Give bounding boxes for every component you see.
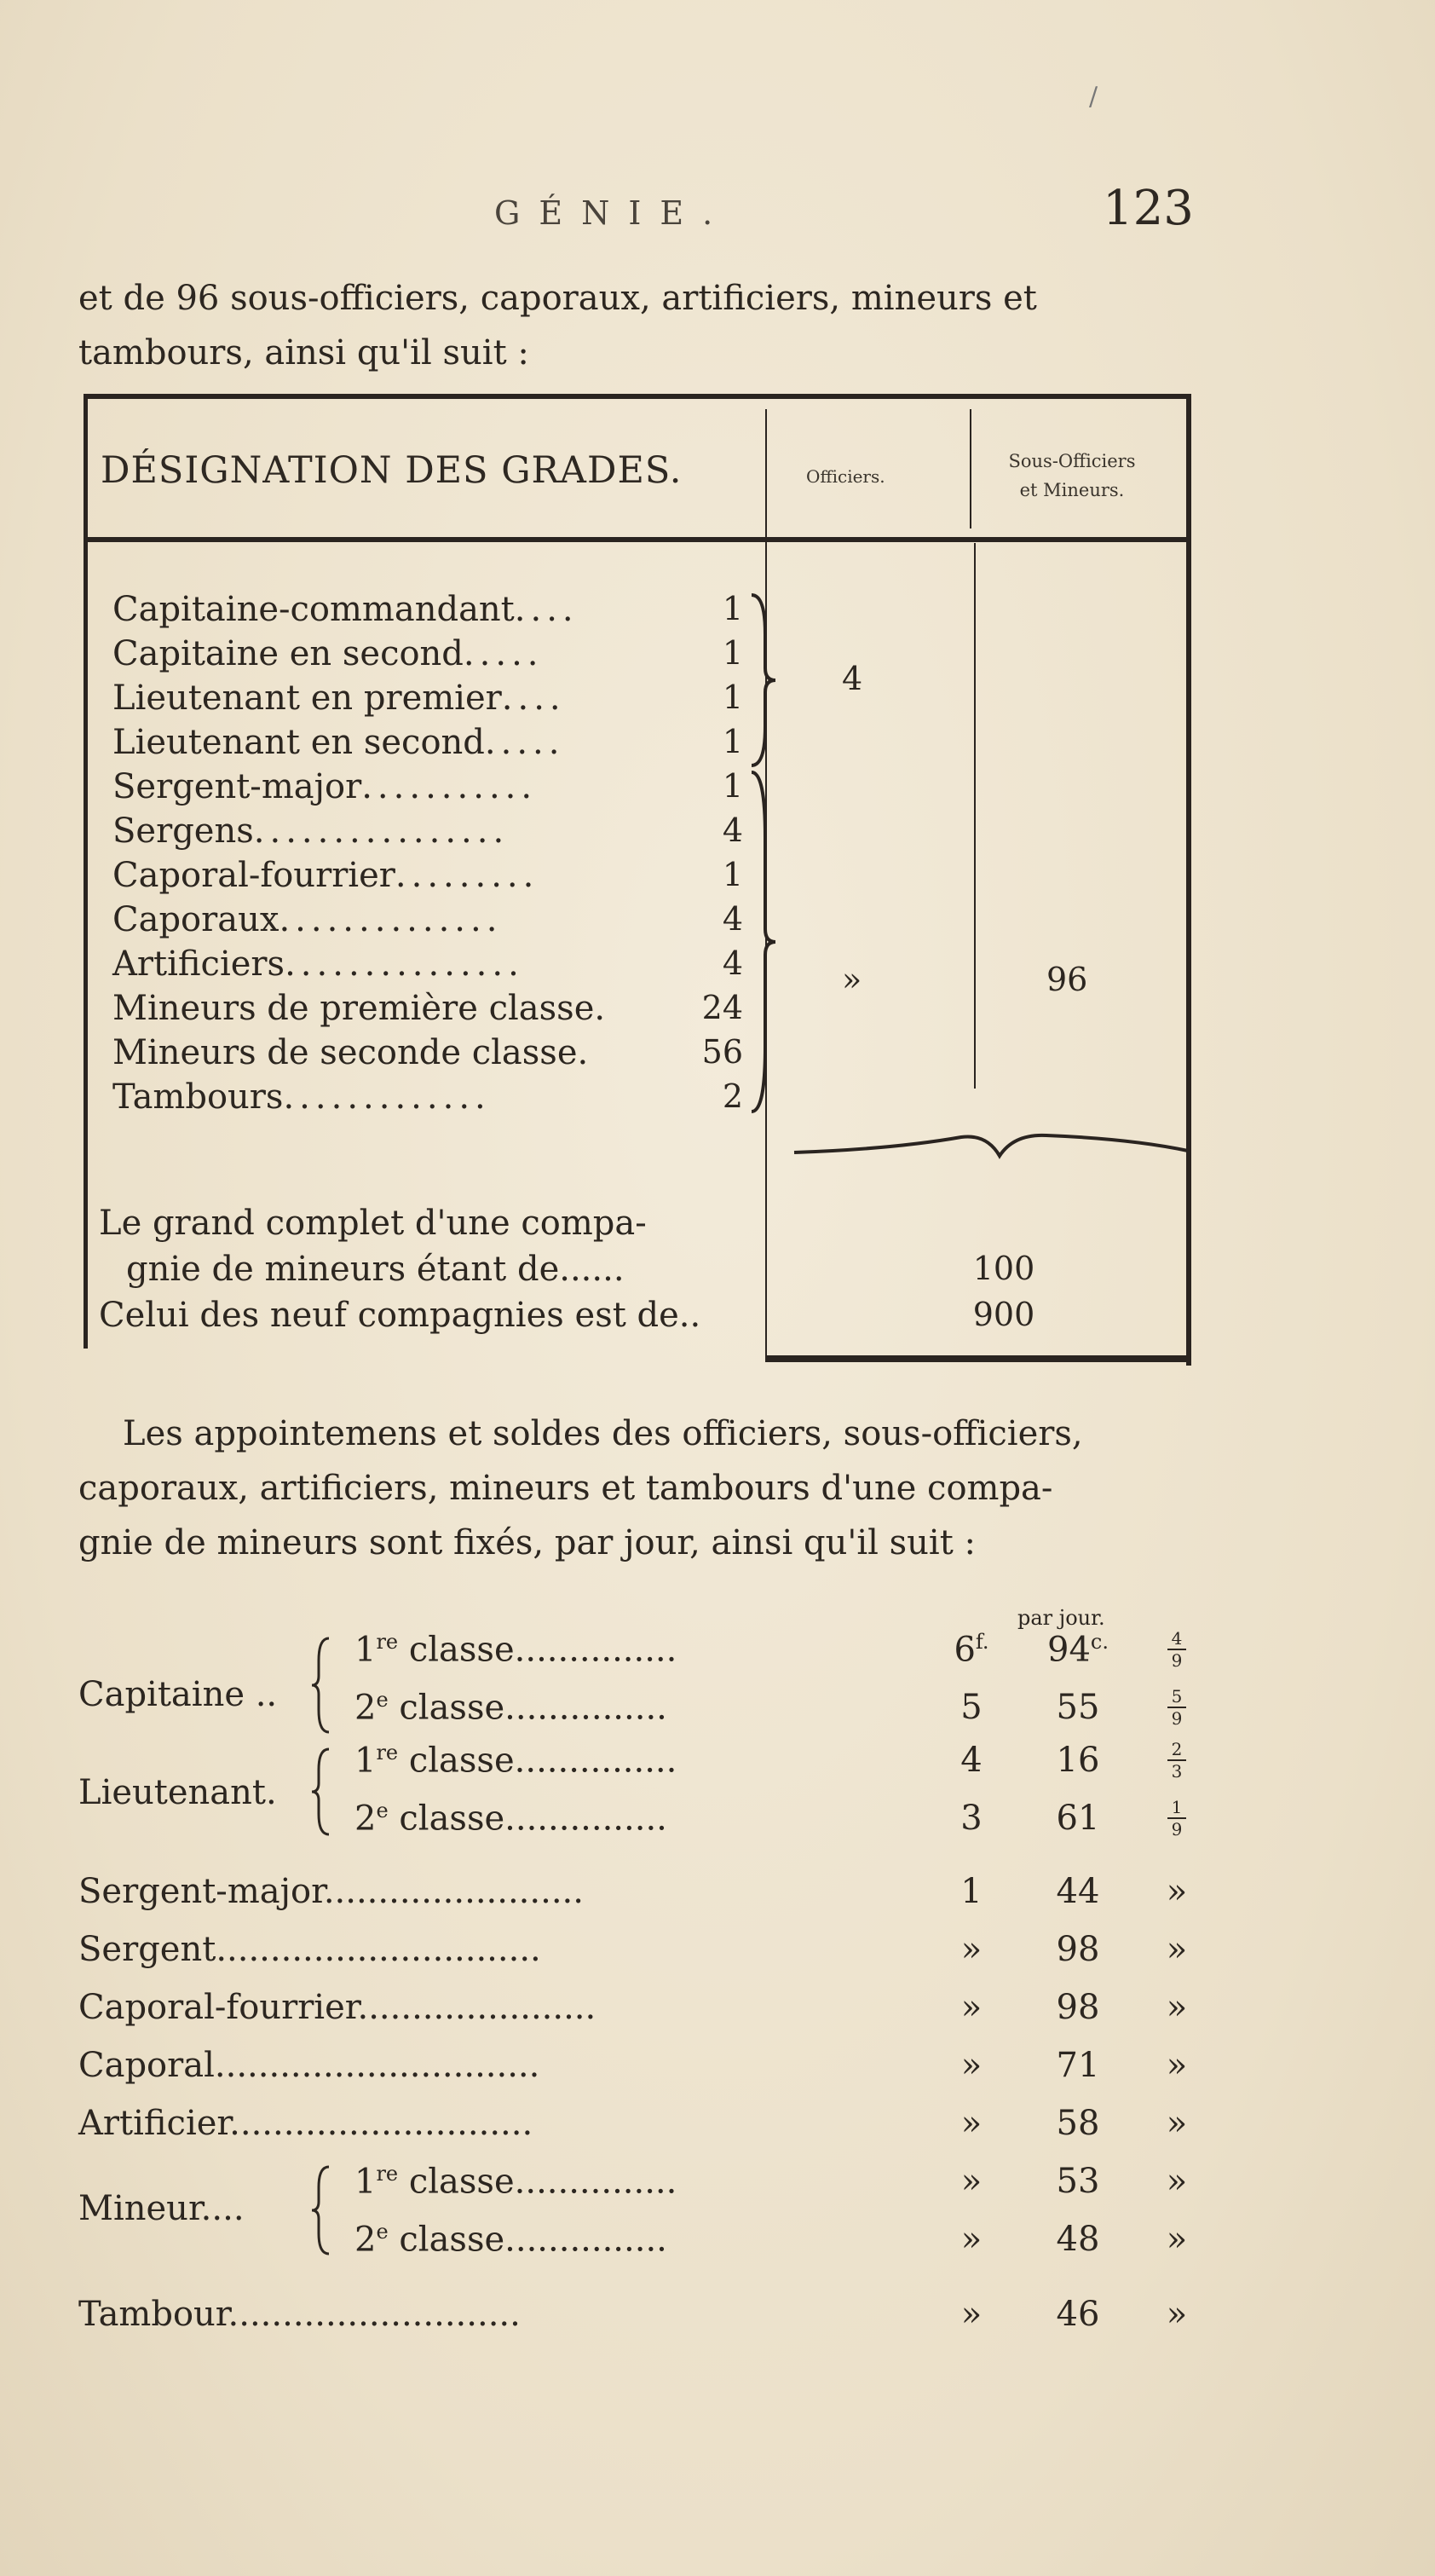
pay-francs: » xyxy=(960,1930,983,1969)
pay-francs: » xyxy=(960,2046,983,2085)
pay-cents: 58 xyxy=(1056,2104,1100,2143)
intro-line: et de 96 sous-officiers, caporaux, artificiers, mineurs et xyxy=(78,279,1037,318)
pay-francs: » xyxy=(960,2295,983,2334)
pay-francs: $6^{f.}$ xyxy=(954,1630,989,1670)
officers-brace xyxy=(746,592,781,769)
pay-row-tambour: Tambour........................... xyxy=(78,2295,521,2334)
pay-francs: » xyxy=(960,2104,983,2143)
pay-cents: 71 xyxy=(1056,2046,1100,2085)
rank-count: 1 xyxy=(722,723,743,760)
rank-row: Mineurs de seconde classe. xyxy=(112,1033,594,1072)
rank-row: Capitaine en second..... xyxy=(112,634,544,673)
rank-count: 1 xyxy=(722,767,743,805)
rank-row: Mineurs de première classe. xyxy=(112,989,611,1028)
header-rule xyxy=(84,537,1191,542)
intro-paragraph xyxy=(78,271,1203,380)
pay-cents: 48 xyxy=(1056,2220,1100,2259)
sous-officiers-header xyxy=(974,447,1170,505)
lieutenant-brace xyxy=(308,1746,334,1838)
pay-group-label-mineur: Mineur.... xyxy=(78,2189,245,2228)
pay-fraction: » xyxy=(1166,2104,1188,2143)
pay-row-single: Artificier............................ xyxy=(78,2104,533,2143)
margin-mark: / xyxy=(1089,82,1098,112)
rank-row: Caporaux.............. xyxy=(112,900,503,939)
pay-francs: 1 xyxy=(960,1872,983,1911)
col-separator-2 xyxy=(970,409,971,528)
officers-total: 4 xyxy=(842,660,863,697)
pay-intro-line: Les appointemens et soldes des officiers, sous-officiers, xyxy=(123,1414,1083,1453)
pay-fraction: » xyxy=(1166,2295,1188,2334)
pay-group-label-lieutenant: Lieutenant. xyxy=(78,1773,277,1812)
pay-francs: 4 xyxy=(960,1741,983,1780)
summary-value-nine-companies: 900 xyxy=(972,1296,1035,1333)
officers-none: » xyxy=(842,961,862,998)
pay-cents: $94^{c.}$ xyxy=(1047,1630,1109,1670)
pay-fraction: » xyxy=(1166,2220,1188,2259)
pay-francs: » xyxy=(960,2162,983,2201)
pay-cents: 98 xyxy=(1056,1930,1100,1969)
rank-count: 24 xyxy=(701,989,743,1026)
pay-intro-line: caporaux, artificiers, mineurs et tambours d'une compa- xyxy=(78,1469,1053,1508)
total-bracket xyxy=(791,1127,1191,1161)
pay-francs: 5 xyxy=(960,1688,983,1727)
rank-count: 56 xyxy=(701,1033,743,1071)
pay-row-single: Caporal-fourrier...................... xyxy=(78,1988,596,2027)
pay-row-capitaine-2: 2e classe............... xyxy=(354,1688,667,1728)
rank-row: Lieutenant en premier.... xyxy=(112,679,566,718)
pay-cents: 44 xyxy=(1056,1872,1100,1911)
pay-cents: 98 xyxy=(1056,1988,1100,2027)
pay-fraction: 5 9 xyxy=(1164,1688,1190,1727)
pay-francs: » xyxy=(960,2220,983,2259)
rank-row: Tambours............. xyxy=(112,1077,491,1117)
pay-row-lieutenant-1: 1re classe............... xyxy=(354,1741,677,1781)
pay-fraction: » xyxy=(1166,2046,1188,2085)
rank-count: 2 xyxy=(722,1077,743,1115)
pay-fraction: 1 9 xyxy=(1164,1799,1190,1838)
sous-officiers-header-l2: et Mineurs. xyxy=(1019,480,1125,500)
designation-header: DÉSIGNATION DES GRADES. xyxy=(101,449,683,492)
rank-count: 4 xyxy=(722,811,743,849)
summary-label-1b: gnie de mineurs étant de...... xyxy=(126,1250,625,1289)
pay-fraction: » xyxy=(1166,1930,1188,1969)
sous-officiers-total: 96 xyxy=(1046,961,1088,998)
sous-officiers-brace xyxy=(746,769,781,1115)
rank-count: 1 xyxy=(722,634,743,672)
running-title: GÉNIE. xyxy=(494,194,732,232)
pay-cents: 16 xyxy=(1056,1741,1100,1780)
pay-intro-line: gnie de mineurs sont fixés, par jour, ainsi qu'il suit : xyxy=(78,1523,976,1562)
rank-count: 1 xyxy=(722,856,743,893)
pay-row-lieutenant-2: 2e classe............... xyxy=(354,1799,667,1839)
par-jour-heading: par jour. xyxy=(1017,1606,1105,1630)
rank-row: Caporal-fourrier......... xyxy=(112,856,539,895)
pay-group-label-capitaine: Capitaine .. xyxy=(78,1675,278,1714)
pay-row-mineur-1: 1re classe............... xyxy=(354,2162,677,2202)
rank-row: Artificiers............... xyxy=(112,944,524,984)
rank-count: 1 xyxy=(722,590,743,627)
pay-row-capitaine-1: 1re classe............... xyxy=(354,1630,677,1670)
rank-count: 1 xyxy=(722,679,743,716)
rank-count: 4 xyxy=(722,900,743,938)
rank-row: Capitaine-commandant.... xyxy=(112,590,579,629)
pay-fraction: 4 9 xyxy=(1164,1630,1190,1669)
rank-count: 4 xyxy=(722,944,743,982)
pay-fraction: » xyxy=(1166,1988,1188,2027)
page-number: 123 xyxy=(1103,181,1194,236)
pay-fraction: » xyxy=(1166,2162,1188,2201)
table-top-rule xyxy=(84,394,1191,399)
summary-label-1a: Le grand complet d'une compa- xyxy=(99,1204,647,1243)
table-bottom-rule xyxy=(765,1355,1191,1362)
pay-francs: 3 xyxy=(960,1799,983,1838)
summary-label-2: Celui des neuf compagnies est de.. xyxy=(99,1296,701,1335)
mineur-brace xyxy=(308,2163,334,2257)
rank-row: Sergent-major........... xyxy=(112,767,538,806)
rank-row: Sergens................ xyxy=(112,811,510,851)
officiers-header: Officiers. xyxy=(806,466,885,487)
rank-row: Lieutenant en second..... xyxy=(112,723,565,762)
summary-value-company: 100 xyxy=(972,1250,1035,1287)
intro-line: tambours, ainsi qu'il suit : xyxy=(78,333,529,373)
pay-row-single: Sergent-major........................ xyxy=(78,1872,584,1911)
pay-francs: » xyxy=(960,1988,983,2027)
sous-officiers-header-l1: Sous-Officiers xyxy=(1008,451,1136,471)
pay-fraction: 2 3 xyxy=(1164,1741,1190,1780)
pay-row-single: Sergent.............................. xyxy=(78,1930,541,1969)
pay-cents: 55 xyxy=(1056,1688,1100,1727)
pay-row-single: Caporal.............................. xyxy=(78,2046,540,2085)
pay-cents: 53 xyxy=(1056,2162,1100,2201)
pay-row-mineur-2: 2e classe............... xyxy=(354,2220,667,2260)
pay-cents: 61 xyxy=(1056,1799,1100,1838)
pay-intro-paragraph xyxy=(78,1406,1203,1570)
grades-table xyxy=(84,394,1191,1366)
pay-cents: 46 xyxy=(1056,2295,1100,2334)
col-separator-2b xyxy=(974,543,976,1089)
capitaine-brace xyxy=(308,1635,334,1736)
pay-fraction: » xyxy=(1166,1872,1188,1911)
